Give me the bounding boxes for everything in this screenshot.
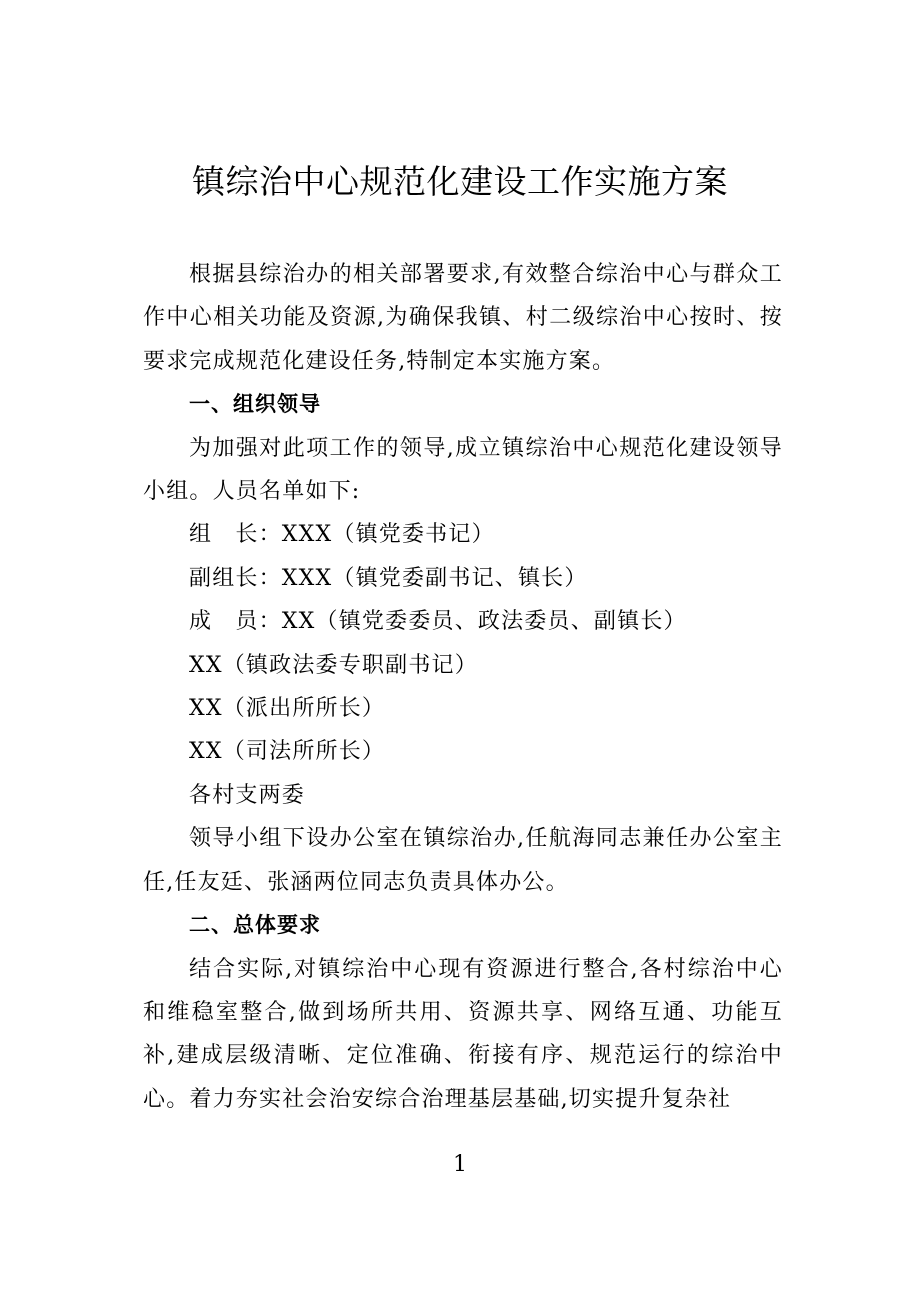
document-body — [143, 253, 783, 1121]
intro-paragraph: 根据县综治办的相关部署要求,有效整合综治中心与群众工作中心相关功能及资源,为确保我镇、村二级综治中心按时、按要求完成规范化建设任务,特制定本实施方案。 — [143, 262, 783, 374]
member-line-deputy-leader: 副组长：XXX（镇党委副书记、镇长） — [189, 565, 588, 591]
member-line-police-station: XX（派出所所长） — [189, 696, 386, 722]
requirements-paragraph: 结合实际,对镇综治中心现有资源进行整合,各村综治中心和维稳室整合,做到场所共用、资源共享、网络互通、功能互补,建成层级清晰、定位准确、衔接有序、规范运行的综治中心。着力夯实社会治安综合治理基层基础,切实提升复杂社 — [143, 956, 783, 1112]
office-paragraph: 领导小组下设办公室在镇综治办,任航海同志兼任办公室主任,任友廷、张涵两位同志负责具体办公。 — [143, 826, 783, 895]
member-line-members: 成 员：XX（镇党委委员、政法委员、副镇长） — [189, 609, 687, 635]
member-line-political-secretary: XX（镇政法委专职副书记） — [189, 652, 478, 678]
member-line-judicial-office: XX（司法所所长） — [189, 739, 386, 765]
page-number: 1 — [453, 1152, 467, 1177]
member-line-leader: 组 长：XXX（镇党委书记） — [189, 522, 495, 548]
section-heading-requirements: 二、总体要求 — [189, 913, 321, 938]
organization-paragraph: 为加强对此项工作的领导,成立镇综治中心规范化建设领导小组。人员名单如下: — [143, 435, 783, 505]
section-heading-organization: 一、组织领导 — [189, 392, 321, 417]
document-title: 镇综治中心规范化建设工作实施方案 — [192, 162, 728, 201]
member-line-village-committees: 各村支两委 — [189, 782, 306, 808]
